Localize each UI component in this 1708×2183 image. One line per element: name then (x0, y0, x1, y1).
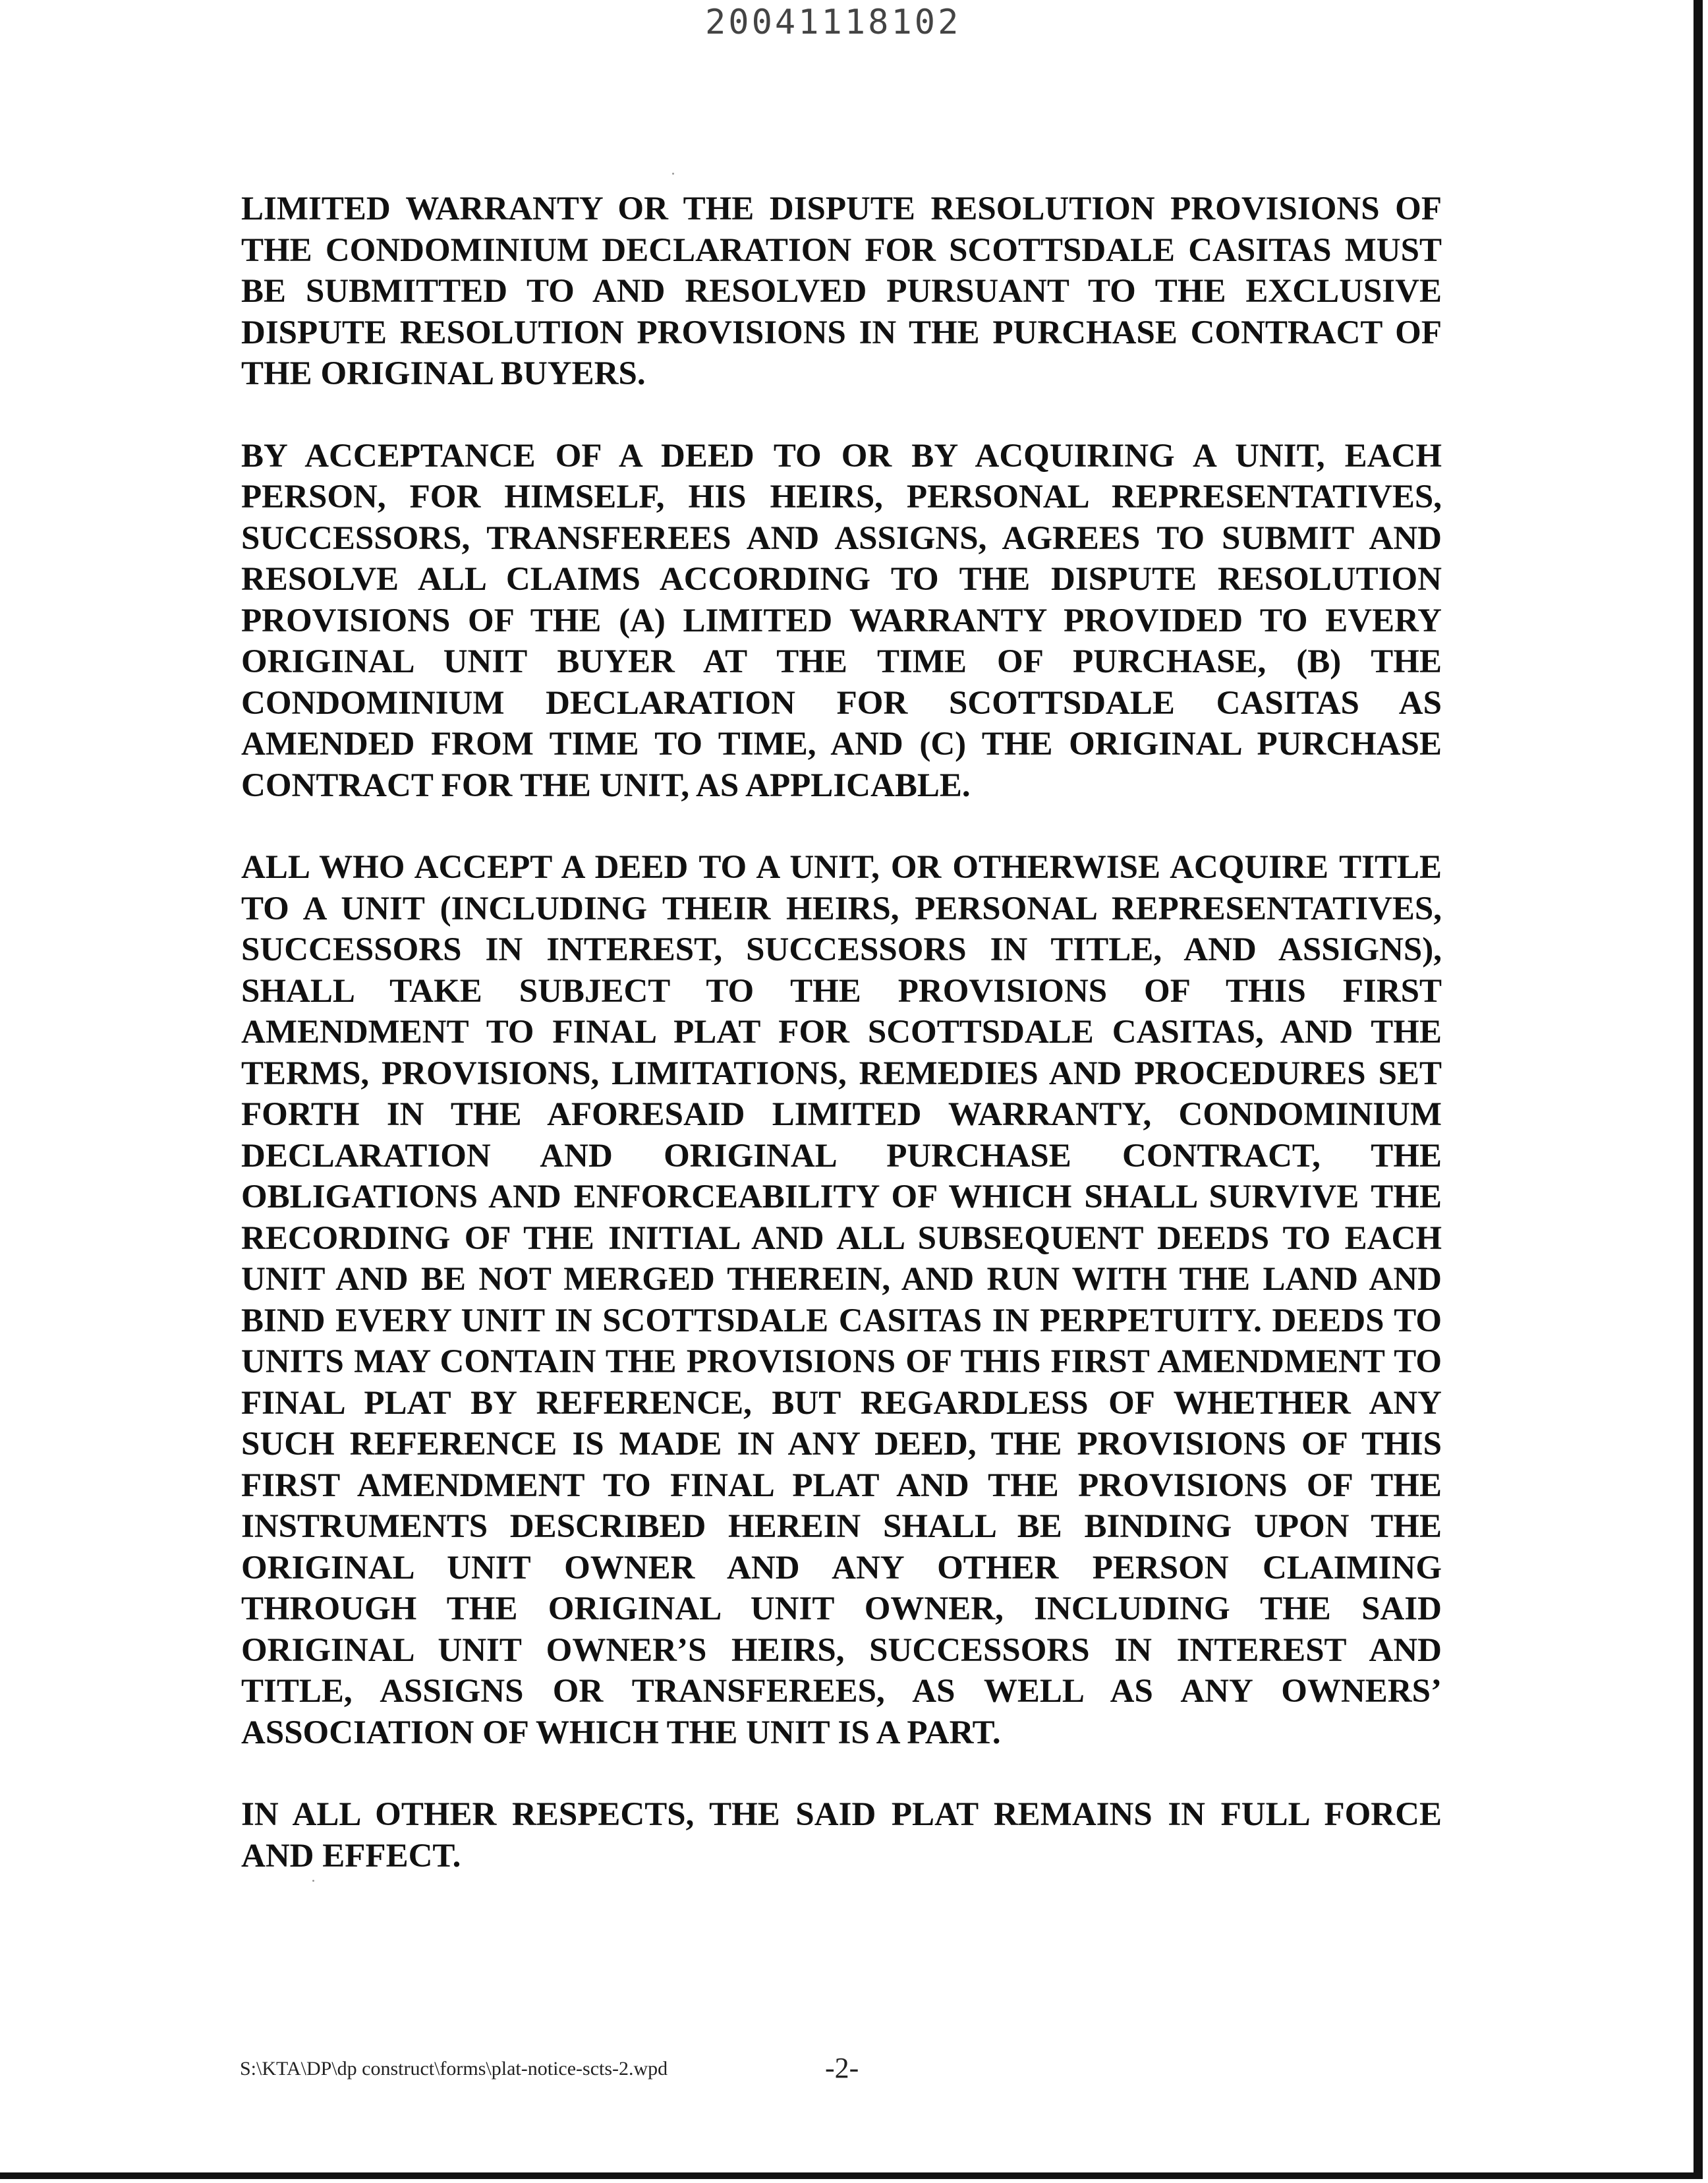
paragraph-acquire-title: ALL WHO ACCEPT A DEED TO A UNIT, OR OTHERWISE ACQUIRE TITLE TO A UNIT (INCLUDING THEIR HEIRS, PERSONAL REPRESENTATIVES, SUCCESSORS IN INTEREST, SUCCESSORS IN TITLE, AND ASSIGNS), SHALL TAKE SUBJECT TO THE PROVISIONS OF THIS FIRST AMENDMENT TO FINAL PLAT FOR SCOTTSDALE CASITAS, AND THE TERMS, PROVISIONS, LIMITATIONS, REMEDIES AND PROCEDURES SET FORTH IN THE AFORESAID LIMITED WARRANTY, CONDOMINIUM DECLARATION AND ORIGINAL PURCHASE CONTRACT, THE OBLIGATIONS AND ENFORCEABILITY OF WHICH SHALL SURVIVE THE RECORDING OF THE INITIAL AND ALL SUBSEQUENT DEEDS TO EACH UNIT AND BE NOT MERGED THEREIN, AND RUN WITH THE LAND AND BIND EVERY UNIT IN SCOTTSDALE CASITAS IN PERPETUITY. DEEDS TO UNITS MAY CONTAIN THE PROVISIONS OF THIS FIRST AMENDMENT TO FINAL PLAT BY REFERENCE, BUT REGARDLESS OF WHETHER ANY SUCH REFERENCE IS MADE IN ANY DEED, THE PROVISIONS OF THIS FIRST AMENDMENT TO FINAL PLAT AND THE PROVISIONS OF THE INSTRUMENTS DESCRIBED HEREIN SHALL BE BINDING UPON THE ORIGINAL UNIT OWNER AND ANY OTHER PERSON CLAIMING THROUGH THE ORIGINAL UNIT OWNER, INCLUDING THE SAID ORIGINAL UNIT OWNER’S HEIRS, SUCCESSORS IN INTEREST AND TITLE, ASSIGNS OR TRANSFEREES, AS WELL AS ANY OWNERS’ ASSOCIATION OF WHICH THE UNIT IS A PART. (241, 849, 1442, 1751)
document-body (241, 189, 1442, 1917)
footer-page-number: -2- (825, 2052, 859, 2084)
paragraph-full-force: IN ALL OTHER RESPECTS, THE SAID PLAT REMAINS IN FULL FORCE AND EFFECT. (241, 1796, 1442, 1875)
document-number: 20041118102 (705, 3, 961, 42)
footer-file-path: S:\KTA\DP\dp construct\forms\plat-notice-scts-2.wpd (240, 2058, 668, 2080)
paragraph-acceptance-of-deed: BY ACCEPTANCE OF A DEED TO OR BY ACQUIRING A UNIT, EACH PERSON, FOR HIMSELF, HIS HEIRS, PERSONAL REPRESENTATIVES, SUCCESSORS, TRANSFEREES AND ASSIGNS, AGREES TO SUBMIT AND RESOLVE ALL CLAIMS ACCORDING TO THE DISPUTE RESOLUTION PROVISIONS OF THE (A) LIMITED WARRANTY PROVIDED TO EVERY ORIGINAL UNIT BUYER AT THE TIME OF PURCHASE, (B) THE CONDOMINIUM DECLARATION FOR SCOTTSDALE CASITAS AS AMENDED FROM TIME TO TIME, AND (C) THE ORIGINAL PURCHASE CONTRACT FOR THE UNIT, AS APPLICABLE. (241, 437, 1442, 804)
scan-speck (672, 173, 674, 175)
paragraph-dispute-resolution: LIMITED WARRANTY OR THE DISPUTE RESOLUTION PROVISIONS OF THE CONDOMINIUM DECLARATION FOR SCOTTSDALE CASITAS MUST BE SUBMITTED TO AND RESOLVED PURSUANT TO THE EXCLUSIVE DISPUTE RESOLUTION PROVISIONS IN THE PURCHASE CONTRACT OF THE ORIGINAL BUYERS. (241, 190, 1442, 392)
